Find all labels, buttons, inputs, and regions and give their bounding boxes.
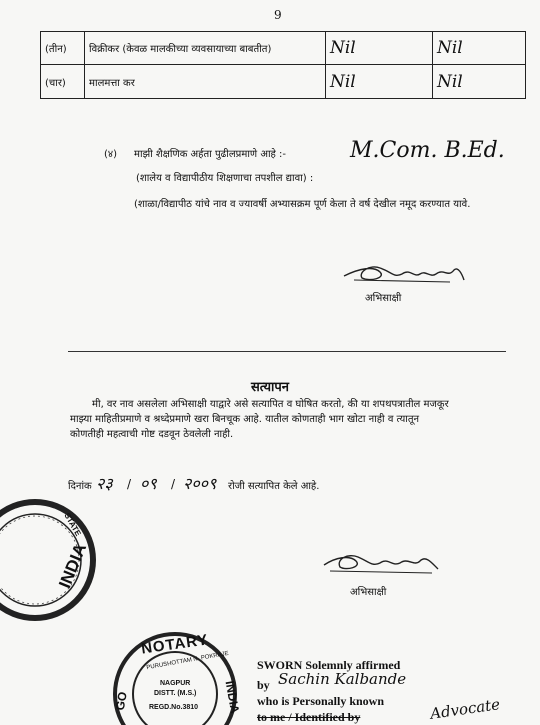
advocate-signature: Advocate: [429, 695, 502, 723]
qualification-number: (४): [104, 149, 118, 160]
row-number: (चार): [41, 65, 85, 99]
notary-title: NOTARY: [140, 631, 210, 658]
notary-city: NAGPUR: [160, 680, 191, 687]
qualification-label: माझी शैक्षणिक अर्हता पुढीलप्रमाणे आहे :-: [134, 149, 287, 160]
table-row: [41, 32, 526, 65]
table-row: [41, 65, 526, 99]
seal-text: STATE: [62, 511, 83, 538]
sworn-name: Sachin Kalbande: [278, 670, 407, 688]
sworn-by: by: [257, 678, 270, 692]
notary-registration: REGD.No.3810: [149, 704, 199, 711]
sworn-line: SWORN Solemnly affirmed: [257, 658, 401, 672]
verification-line: कोणतीही महत्वाची गोष्ट दडवून ठेवलेली नाही.: [70, 429, 234, 440]
notary-name: PURUSHOTTAM N. POKRAJE: [146, 650, 230, 672]
date-label: दिनांक: [68, 481, 92, 492]
tax-table: [40, 31, 526, 99]
date-day: २३: [96, 474, 113, 493]
seal-text: GO: [112, 690, 130, 712]
verification-line: मी, वर नाव असलेला अभिसाक्षी याद्वारे असे सत्यापित व घोषित करतो, की या शपथपत्रातील मजकूर: [92, 399, 449, 410]
signature-caption: अभिसाक्षी: [350, 587, 387, 598]
state-seal: [0, 500, 100, 630]
row-description: मालमत्ता कर: [85, 65, 326, 99]
qualification-value: M.Com. B.Ed.: [350, 138, 505, 163]
date-separator: /: [127, 477, 132, 491]
row-value: Nil: [326, 65, 433, 99]
notary-district: DISTT. (M.S.): [154, 690, 197, 697]
row-value: Nil: [433, 65, 526, 99]
divider: [68, 351, 506, 352]
signature: [320, 545, 450, 585]
date-year: २००९: [183, 474, 217, 493]
row-number: (तीन): [41, 32, 85, 65]
date-month: ०९: [140, 474, 157, 493]
qualification-note: (शाळा/विद्यापीठ यांचे नाव व ज्यावर्षी अभ्यासक्रम पूर्ण केला ते वर्ष देखील नमूद करण्यात यावे.: [134, 199, 471, 210]
row-value: Nil: [326, 32, 433, 65]
row-value: Nil: [433, 32, 526, 65]
signature-caption: अभिसाक्षी: [365, 293, 402, 304]
date-suffix: रोजी सत्यापित केले आहे.: [228, 481, 320, 492]
seal-text: INDIA: [222, 679, 243, 715]
date-separator: /: [171, 477, 176, 491]
sworn-line: to me / Identified by: [257, 710, 361, 724]
verification-title: सत्यापन: [250, 380, 290, 395]
seal-text: INDIA: [55, 540, 91, 591]
verification-line: माझ्या माहितीप्रमाणे व श्रध्देप्रमाणे खरा बिनचूक आहे. यातील कोणताही भाग खोटा नाही व त्यातून: [70, 414, 420, 425]
page-number: 9: [274, 8, 282, 22]
row-description: विक्रीकर (केवळ मालकीच्या व्यवसायाच्या बाबतीत): [85, 32, 326, 65]
qualification-note: (शालेय व विद्यापीठीय शिक्षणाचा तपशील द्यावा) :: [136, 173, 314, 184]
sworn-line: who is Personally known: [257, 694, 385, 708]
signature: [340, 258, 470, 292]
verification-text: [70, 397, 510, 442]
